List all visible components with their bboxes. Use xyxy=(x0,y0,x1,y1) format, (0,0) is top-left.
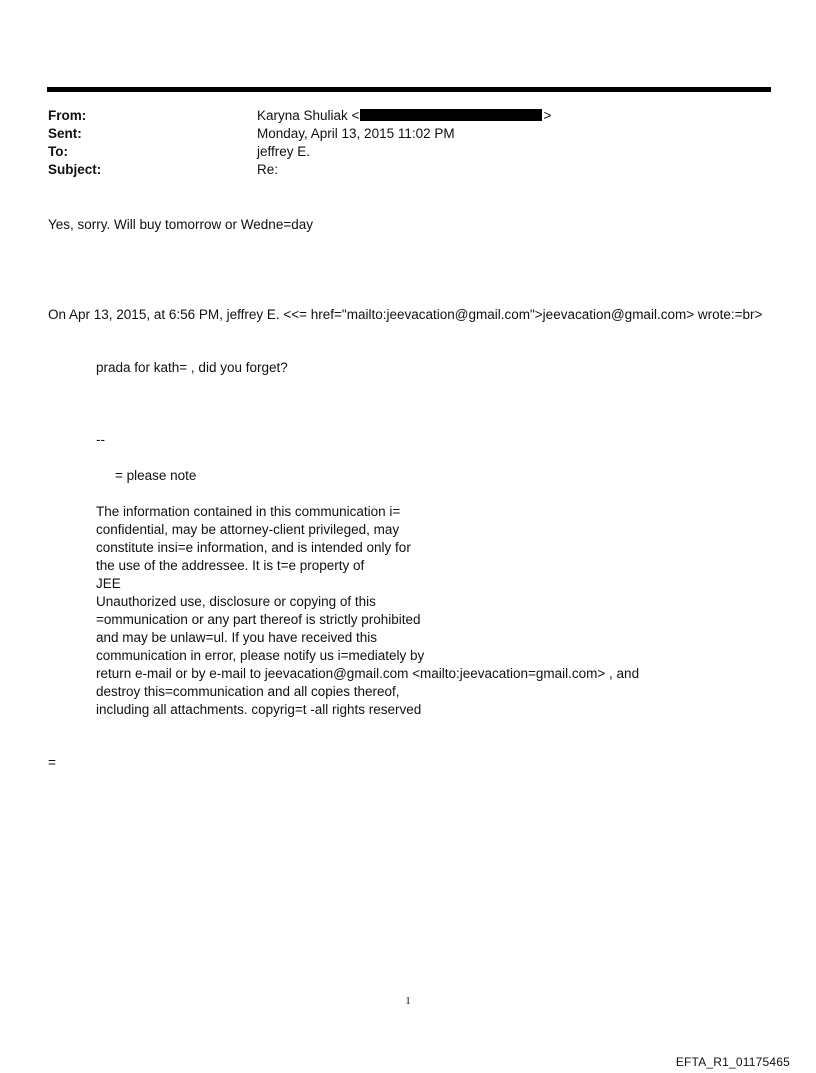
disclaimer-line: confidential, may be attorney-client privileged, may xyxy=(96,522,400,537)
to-label: To: xyxy=(48,144,68,159)
disclaimer-line: including all attachments. copyrig=t -all rights reserved xyxy=(96,702,422,717)
page-number: 1 xyxy=(405,995,411,1007)
quoted-message: prada for kath= , did you forget? xyxy=(96,360,288,375)
signature-dashes: -- xyxy=(96,432,105,447)
disclaimer-line: =ommunication or any part thereof is strictly prohibited xyxy=(96,612,421,627)
disclaimer-line: and may be unlaw=ul. If you have received this xyxy=(96,630,378,645)
from-value xyxy=(257,107,551,125)
disclaimer-line: Unauthorized use, disclosure or copying of this xyxy=(96,594,376,609)
redaction-bar xyxy=(360,109,542,121)
disclaimer-line: constitute insi=e information, and is intended only for xyxy=(96,540,411,555)
disclaimer-line: communication in error, please notify us i=mediately by xyxy=(96,648,425,663)
reply-text: Yes, sorry. Will buy tomorrow or Wedne=day xyxy=(48,217,313,232)
to-value: jeffrey E. xyxy=(257,144,311,159)
disclaimer-line: the use of the addressee. It is t=e property of xyxy=(96,558,365,573)
quote-intro: On Apr 13, 2015, at 6:56 PM, jeffrey E. <<= href="mailto:jeevacation@gmail.com">jeevacation@gmail.com> wrote:=br> xyxy=(48,307,763,322)
from-name: Karyna Shuliak < xyxy=(257,108,360,123)
from-close: > xyxy=(543,108,552,123)
document-id: EFTA_R1_01175465 xyxy=(675,1055,790,1069)
signature-note: = please note xyxy=(115,468,197,483)
sent-label: Sent: xyxy=(48,126,82,141)
sent-value: Monday, April 13, 2015 11:02 PM xyxy=(257,126,455,141)
from-label: From: xyxy=(48,108,87,123)
header-rule xyxy=(47,87,771,92)
trailing-equals: = xyxy=(48,755,56,770)
subject-label: Subject: xyxy=(48,162,102,177)
subject-value: Re: xyxy=(257,162,279,177)
disclaimer-line: The information contained in this communication i= xyxy=(96,504,401,519)
disclaimer-line: destroy this=communication and all copies thereof, xyxy=(96,684,400,699)
disclaimer-line: return e-mail or by e-mail to jeevacation@gmail.com <mailto:jeevacation=gmail.com> , and xyxy=(96,666,640,681)
disclaimer-line: JEE xyxy=(96,576,121,591)
